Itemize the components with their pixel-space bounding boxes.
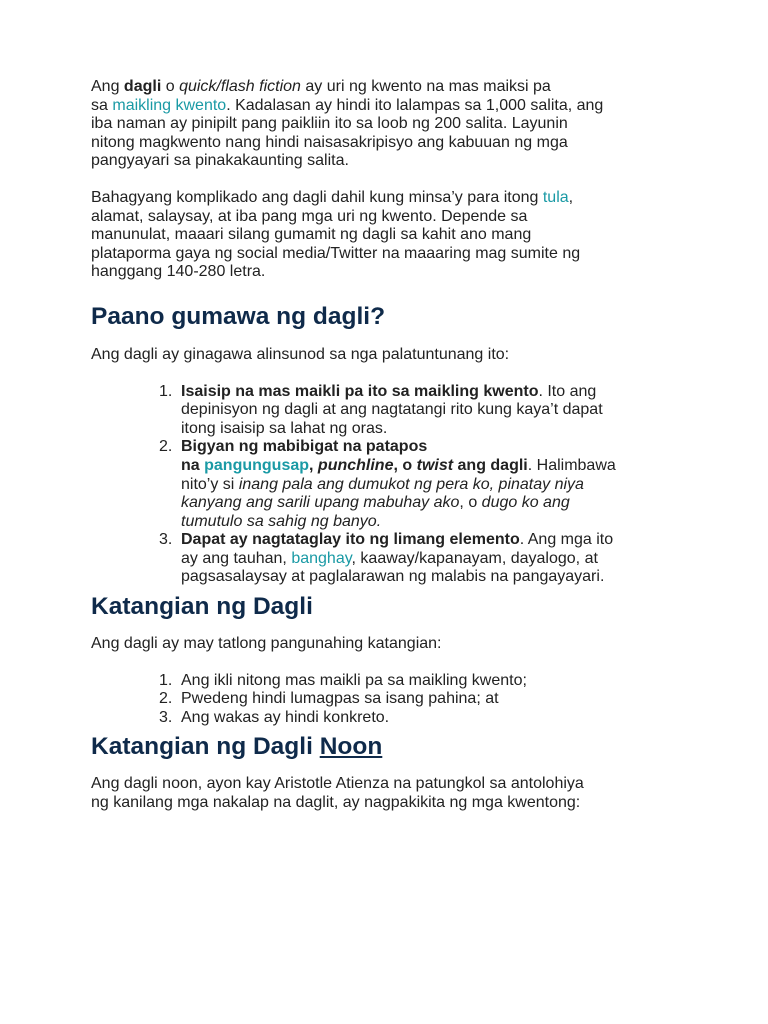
text: ng kanilang mga nakalap na daglit, ay nagpakikita ng mga kwentong: <box>91 794 581 812</box>
text: , kaaway/kapanayam, dayalogo, at <box>351 549 598 567</box>
text: , <box>568 188 574 206</box>
text: nitong magkwento nang hindi naisasakripisyo ang kabuuan ng mga <box>91 133 568 151</box>
text: itong isaisip sa lahat ng oras. <box>181 419 388 437</box>
text: , o <box>459 494 478 512</box>
text: . Ang mga ito <box>519 531 614 549</box>
text: hanggang 140-280 letra. <box>91 263 266 281</box>
text: na <box>181 456 200 474</box>
text: , o <box>393 456 413 474</box>
link-tula[interactable]: tula <box>542 188 569 206</box>
text: . Ito ang <box>538 382 597 400</box>
text: Katangian ng Dagli <box>91 733 313 761</box>
text: Pwedeng hindi lumagpas sa isang pahina; at <box>181 690 499 708</box>
text: plataporma gaya ng social media/Twitter na maaaring mag sumite ng <box>91 244 581 262</box>
text: tumutulo sa sahig ng banyo. <box>181 512 382 530</box>
text: Ang <box>91 78 120 95</box>
list-number: 3. <box>159 531 173 549</box>
text: Ang wakas ay hindi konkreto. <box>181 708 390 726</box>
text: punchline <box>317 456 394 474</box>
text: ay ang tauhan, <box>181 549 287 567</box>
term-dagli: dagli <box>123 78 162 95</box>
list-item <box>91 383 691 439</box>
heading-katangian: Katangian ng Dagli <box>91 593 313 621</box>
list-item <box>91 709 691 728</box>
text: pangyayari sa pinakakaunting salita. <box>91 152 349 170</box>
steps-list <box>91 383 691 588</box>
noon-paragraph <box>91 775 691 812</box>
text: ay uri ng kwento na mas maiksi pa <box>305 78 551 95</box>
text: nito’y si <box>181 475 235 493</box>
katangian-intro: Ang dagli ay may tatlong pangunahing katangian: <box>91 635 442 653</box>
list-number: 1. <box>159 382 173 400</box>
list-number: 1. <box>159 671 173 689</box>
list-item <box>91 438 691 531</box>
text: manunulat, maaari silang gumamit ng dagli sa kahit ano mang <box>91 226 532 244</box>
text: dugo ko ang <box>481 494 570 512</box>
list-number: 2. <box>159 438 173 456</box>
paano-intro: Ang dagli ay ginagawa alinsunod sa nga palatuntunang ito: <box>91 345 510 363</box>
text: . Halimbawa <box>527 456 616 474</box>
list-number: 3. <box>159 708 173 726</box>
text: sa <box>91 96 108 114</box>
text: Bigyan ng mabibigat na patapos <box>181 438 428 456</box>
traits-list <box>91 672 691 728</box>
text: iba naman ay pinipilt pang paikliin ito sa loob ng 200 salita. Layunin <box>91 115 568 133</box>
link-banghay[interactable]: banghay <box>291 549 352 567</box>
text: ang dagli <box>457 456 528 474</box>
term-quick-flash-fiction: quick/flash fiction <box>179 78 301 95</box>
text: Isaisip na mas maikli pa ito sa maikling kwento <box>181 382 539 400</box>
list-item <box>91 690 691 709</box>
text: inang pala ang dumukot ng pera ko, pinatay niya <box>238 475 584 493</box>
text: Bahagyang komplikado ang dagli dahil kung minsa’y para itong <box>91 188 539 206</box>
text: kanyang ang sarili upang mabuhay ako <box>181 494 460 512</box>
heading-paano-gumawa: Paano gumawa ng dagli? <box>91 302 386 330</box>
text: o <box>165 78 175 95</box>
text: , <box>309 456 314 474</box>
text: Ang ikli nitong mas maikli pa sa maikling kwento; <box>181 671 527 689</box>
link-maikling-kwento[interactable]: maikling kwento <box>112 96 227 114</box>
text: alamat, salaysay, at iba pang mga uri ng kwento. Depende sa <box>91 207 528 225</box>
list-item <box>91 672 691 691</box>
text: Ang dagli noon, ayon kay Aristotle Atienza na patungkol sa antolohiya <box>91 775 584 793</box>
heading-katangian-noon <box>91 732 691 762</box>
article-body <box>91 78 691 813</box>
link-noon[interactable]: Noon <box>319 733 383 761</box>
text: Dapat ay nagtataglay ito ng limang elemento <box>181 531 520 549</box>
intro-paragraph <box>91 78 691 171</box>
link-pangungusap[interactable]: pangungusap <box>204 456 310 474</box>
text: . Kadalasan ay hindi ito lalampas sa 1,000 salita, ang <box>226 96 604 114</box>
text: depinisyon ng dagli at ang nagtatangi rito kung kaya’t dapat <box>181 401 603 419</box>
complexity-paragraph <box>91 189 691 282</box>
list-item <box>91 531 691 587</box>
text: twist <box>416 456 454 474</box>
list-number: 2. <box>159 690 173 708</box>
text: pagsasalaysay at paglalarawan ng malabis na pangayayari. <box>181 568 605 586</box>
